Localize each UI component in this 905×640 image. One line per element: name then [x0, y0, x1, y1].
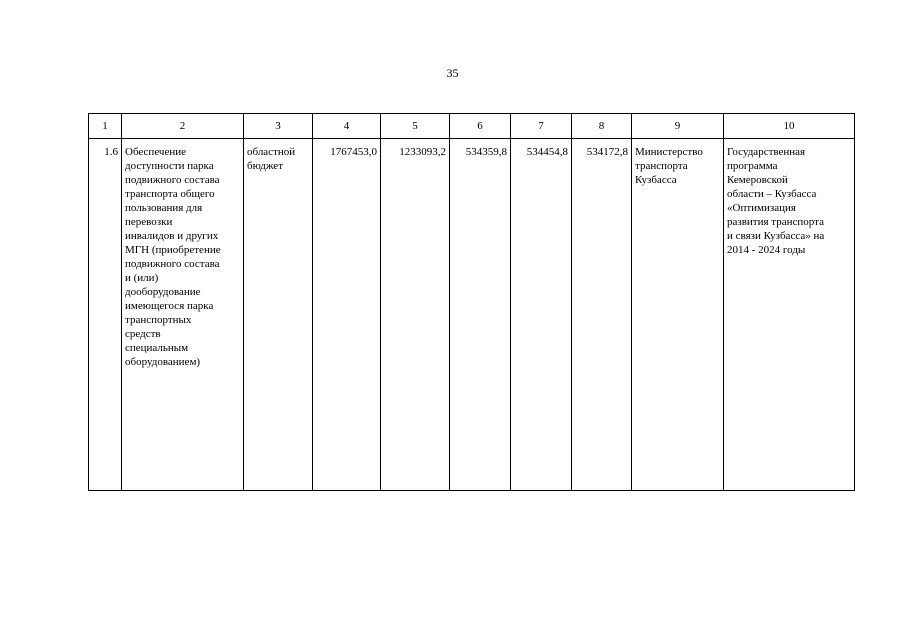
text-line: бюджет [247, 160, 283, 172]
text-line: доступности парка [125, 160, 214, 172]
text-line: Министерство [635, 146, 703, 158]
header-cell-4: 4 [313, 114, 381, 139]
page-number: 35 [446, 66, 459, 80]
text-line: и связи Кузбасса» на [727, 230, 825, 242]
text-line: пользования для [125, 202, 203, 214]
header-cell-8: 8 [572, 114, 632, 139]
header-cell-1: 1 [89, 114, 122, 139]
text-line: перевозки [125, 216, 173, 228]
text-line: программа [727, 160, 778, 172]
header-cell-3: 3 [244, 114, 313, 139]
program-table [88, 113, 855, 491]
table-header-row [89, 114, 855, 139]
text-line: инвалидов и других [125, 230, 219, 242]
header-cell-10: 10 [724, 114, 855, 139]
program-reference-cell [724, 139, 855, 491]
funding-source-cell [244, 139, 313, 491]
text-line: 2014 - 2024 годы [727, 244, 806, 256]
text-line: подвижного состава [125, 258, 220, 270]
row-number-cell: 1.6 [89, 139, 122, 491]
table-row [89, 139, 855, 491]
amount-cell-5: 1233093,2 [381, 139, 450, 491]
text-line: и (или) [125, 272, 159, 284]
text-line: имеющегося парка [125, 300, 214, 312]
amount-cell-4: 1767453,0 [313, 139, 381, 491]
text-line: Кемеровской [727, 174, 788, 186]
header-cell-6: 6 [450, 114, 511, 139]
header-cell-9: 9 [632, 114, 724, 139]
text-line: областной [247, 146, 296, 158]
text-line: средств [125, 328, 161, 340]
text-line: «Оптимизация [727, 202, 796, 214]
text-line: МГН (приобретение [125, 244, 221, 256]
text-line: Кузбасса [635, 174, 677, 186]
text-line: специальным [125, 342, 189, 354]
text-line: подвижного состава [125, 174, 220, 186]
amount-cell-6: 534359,8 [450, 139, 511, 491]
header-cell-5: 5 [381, 114, 450, 139]
executor-cell [632, 139, 724, 491]
text-line: оборудованием) [125, 356, 201, 368]
text-line: развития транспорта [727, 216, 824, 228]
amount-cell-7: 534454,8 [511, 139, 572, 491]
text-line: дооборудование [125, 286, 201, 298]
text-line: транспорта общего [125, 188, 215, 200]
text-line: Государственная [727, 146, 806, 158]
amount-cell-8: 534172,8 [572, 139, 632, 491]
text-line: транспорта [635, 160, 688, 172]
measure-description-cell [122, 139, 244, 491]
text-line: области – Кузбасса [727, 188, 817, 200]
text-line: Обеспечение [125, 146, 186, 158]
header-cell-7: 7 [511, 114, 572, 139]
header-cell-2: 2 [122, 114, 244, 139]
text-line: транспортных [125, 314, 192, 326]
